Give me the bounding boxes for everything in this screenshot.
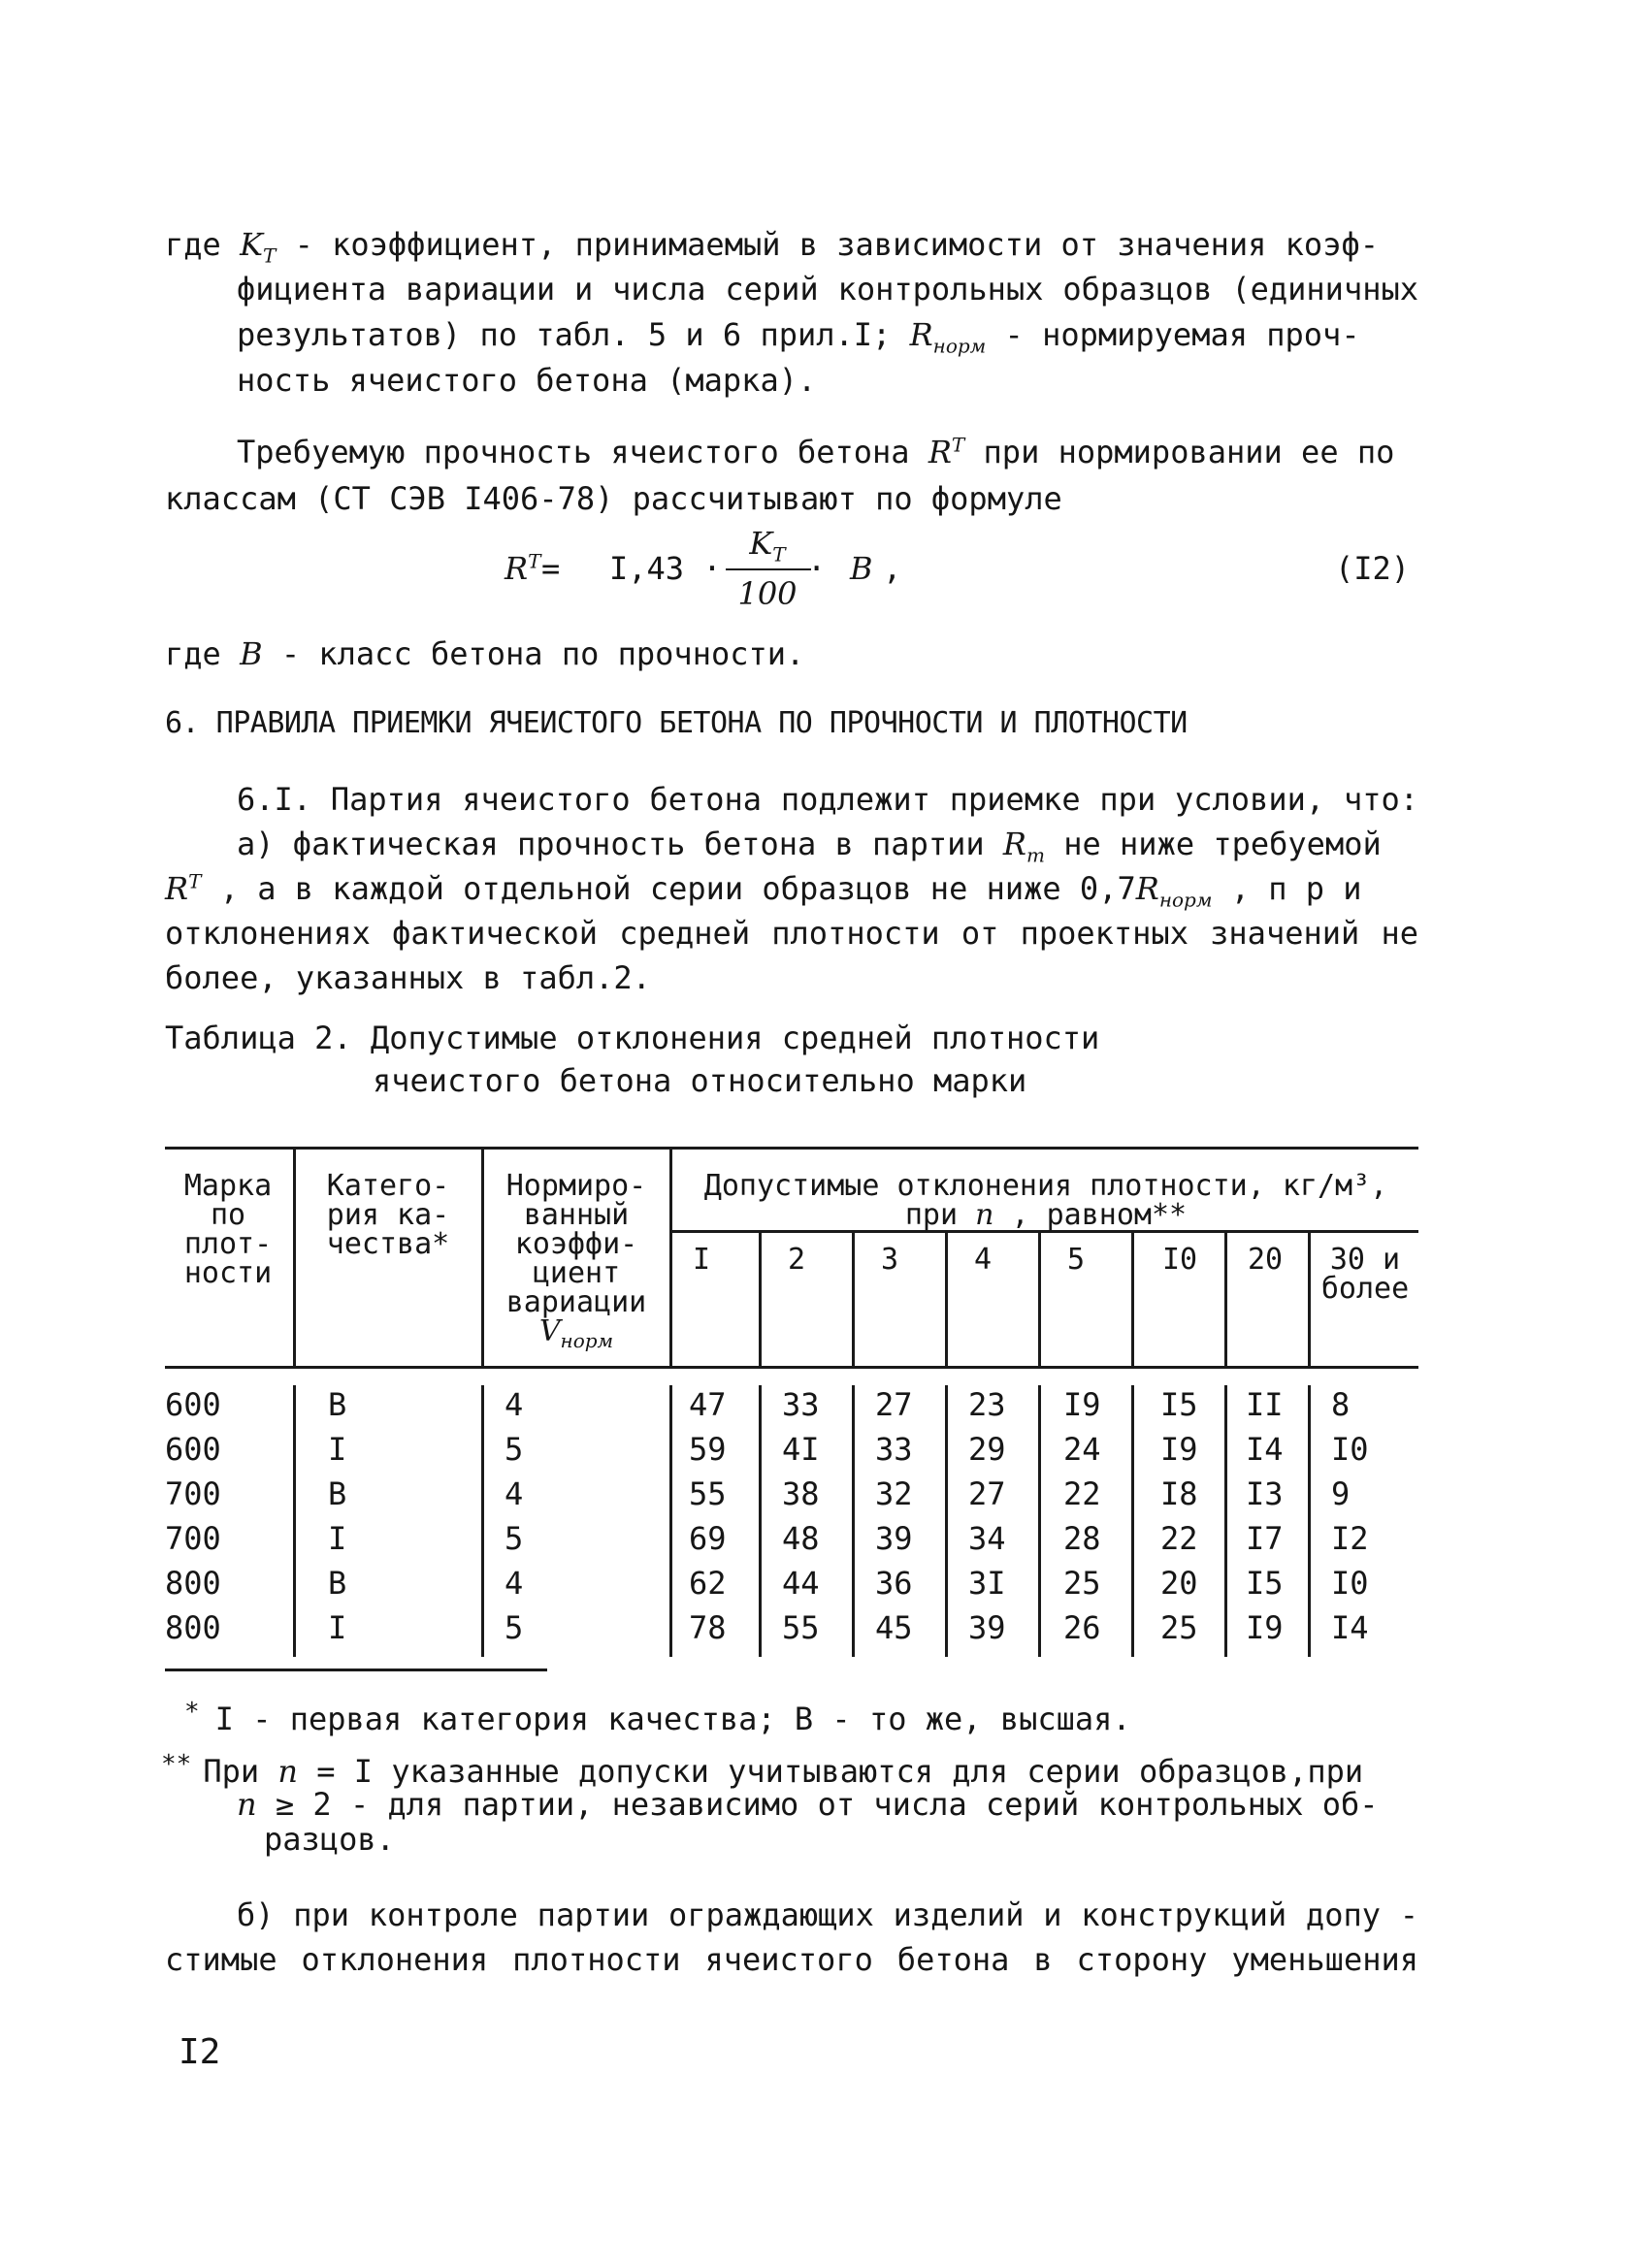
cell-deviation: 45 — [875, 1609, 913, 1646]
cell-mark: 600 — [165, 1386, 221, 1423]
symbol-k-t: $K_T$ — [240, 226, 277, 268]
para3: где B - класс бетона по прочности. — [165, 635, 805, 672]
cell-deviation: II — [1246, 1386, 1284, 1423]
bv-8 — [1131, 1385, 1134, 1657]
hv-5 — [852, 1232, 855, 1368]
header-group-line1: Допустимые отклонения плотности, кг/м³, — [703, 1169, 1388, 1203]
cell-deviation: I9 — [1160, 1431, 1198, 1468]
hv-6 — [945, 1232, 948, 1368]
n-header-5: 5 — [1067, 1243, 1086, 1277]
cell-deviation: 28 — [1063, 1520, 1101, 1557]
cell-deviation: 23 — [968, 1386, 1006, 1423]
symbol-r-norm: $R_{норм}$ — [909, 316, 987, 358]
cell-category: В — [328, 1475, 347, 1512]
hv-4 — [759, 1232, 762, 1368]
hv-7 — [1038, 1232, 1041, 1368]
cell-deviation: 32 — [875, 1475, 913, 1512]
header-category: Катего- рия ка- чества* — [326, 1169, 450, 1261]
symbol-r-m: $R_m$ — [1002, 826, 1045, 867]
bv-7 — [1038, 1385, 1041, 1657]
para4-line5: более, указанных в табл.2. — [165, 959, 651, 996]
cell-deviation: I9 — [1063, 1386, 1101, 1423]
cell-deviation: 25 — [1063, 1565, 1101, 1602]
cell-deviation: I2 — [1331, 1520, 1369, 1557]
header-group-line2: при n , равном** — [904, 1198, 1188, 1232]
cell-mark: 700 — [165, 1475, 221, 1512]
n-header-4: 4 — [974, 1243, 993, 1277]
cell-mark: 800 — [165, 1565, 221, 1602]
cell-deviation: I5 — [1246, 1565, 1284, 1602]
para4-line2: а) фактическая прочность бетона в партии $R_m$ не ниже требуемой — [237, 826, 1382, 867]
para4-line4: отклонениях фактической средней плотности от проектных значений не — [165, 915, 1418, 952]
hv-3 — [669, 1149, 672, 1368]
cell-variation: 4 — [505, 1475, 524, 1512]
cell-deviation: 29 — [968, 1431, 1006, 1468]
formula-lhs: $R^T$ — [505, 549, 541, 587]
bv-5 — [852, 1385, 855, 1657]
cell-category: I — [328, 1431, 347, 1468]
cell-deviation: 47 — [689, 1386, 727, 1423]
n-header-1: I — [693, 1243, 711, 1277]
bv-9 — [1224, 1385, 1227, 1657]
para4-line1: 6.I. Партия ячеистого бетона подлежит приемке при условии, что: — [237, 781, 1418, 818]
cell-deviation: I0 — [1331, 1565, 1369, 1602]
table-bottom-rule — [165, 1669, 547, 1671]
header-variation-coef: Нормиро- ванный коэффи- циент вариации $V_{норм}$ — [485, 1172, 667, 1346]
table-top-rule — [165, 1147, 1418, 1150]
bv-6 — [945, 1385, 948, 1657]
n-header-30-more: 30 и более — [1320, 1243, 1410, 1306]
hv-10 — [1308, 1232, 1311, 1368]
cell-deviation: 8 — [1331, 1386, 1351, 1423]
cell-variation: 5 — [505, 1609, 524, 1646]
cell-deviation: 4I — [782, 1431, 820, 1468]
para5-line1: б) при контроле партии ограждающих изделий и конструкций допу - — [237, 1896, 1418, 1933]
cell-deviation: I0 — [1331, 1431, 1369, 1468]
para5-line2: стимые отклонения плотности ячеистого бетона в сторону уменьшения — [165, 1941, 1418, 1978]
footnote-mark-2: ** — [161, 1750, 192, 1779]
para1-line1: где $K_T$ - коэффициент, принимаемый в зависимости от значения коэф- — [165, 226, 1379, 268]
cell-deviation: 26 — [1063, 1609, 1101, 1646]
formula-numerator: $K_T$ — [749, 525, 786, 567]
n-header-3: 3 — [881, 1243, 899, 1277]
cell-deviation: 22 — [1160, 1520, 1198, 1557]
formula-comma: , — [883, 550, 902, 587]
cell-category: В — [328, 1565, 347, 1602]
cell-mark: 800 — [165, 1609, 221, 1646]
bv-4 — [759, 1385, 762, 1657]
cell-deviation: 9 — [1331, 1475, 1351, 1512]
footnote-1: * I - первая категория качества; В - то же, высшая. — [184, 1698, 1131, 1737]
formula-denominator: 100 — [737, 575, 798, 612]
cell-deviation: 39 — [875, 1520, 913, 1557]
cell-deviation: 36 — [875, 1565, 913, 1602]
formula-mult: · — [807, 550, 827, 587]
formula-number: (I2) — [1335, 550, 1411, 587]
cell-variation: 5 — [505, 1431, 524, 1468]
cell-deviation: 20 — [1160, 1565, 1198, 1602]
cell-deviation: 48 — [782, 1520, 820, 1557]
cell-mark: 600 — [165, 1431, 221, 1468]
formula-eq: = — [541, 550, 561, 587]
cell-deviation: 3I — [968, 1565, 1006, 1602]
cell-deviation: 27 — [968, 1475, 1006, 1512]
cell-category: В — [328, 1386, 347, 1423]
formula-coef: I,43 · — [609, 550, 722, 587]
table-header-rule — [165, 1366, 1418, 1369]
symbol-b: B — [240, 635, 263, 672]
para1-line4: ность ячеистого бетона (марка). — [237, 362, 817, 399]
cell-deviation: I7 — [1246, 1520, 1284, 1557]
header-mark: Марка по плот- ности — [183, 1169, 273, 1290]
cell-deviation: 55 — [689, 1475, 727, 1512]
cell-deviation: 25 — [1160, 1609, 1198, 1646]
symbol-r-t-2: $R^T$ — [165, 869, 202, 907]
hv-2 — [481, 1149, 484, 1368]
cell-variation: 5 — [505, 1520, 524, 1557]
cell-deviation: I5 — [1160, 1386, 1198, 1423]
symbol-r-t: $R^T$ — [928, 433, 965, 470]
cell-mark: 700 — [165, 1520, 221, 1557]
cell-deviation: 38 — [782, 1475, 820, 1512]
hv-8 — [1131, 1232, 1134, 1368]
n-header-20: 20 — [1248, 1243, 1284, 1277]
para1-line3: результатов) по табл. 5 и 6 прил.I; $R_{норм}$ - нормируемая проч- — [237, 316, 1360, 358]
cell-deviation: I3 — [1246, 1475, 1284, 1512]
para4-line3: $R^T$ , а в каждой отдельной серии образцов не ниже $0,7R_{норм}$ , п р и — [165, 869, 1362, 912]
cell-deviation: 55 — [782, 1609, 820, 1646]
section-title: 6. ПРАВИЛА ПРИЕМКИ ЯЧЕИСТОГО БЕТОНА ПО ПРОЧНОСТИ И ПЛОТНОСТИ — [165, 706, 1188, 740]
para1-line2: фициента вариации и числа серий контрольных образцов (единичных — [237, 271, 1418, 308]
bv-10 — [1308, 1385, 1311, 1657]
cell-deviation: 59 — [689, 1431, 727, 1468]
page-number: I2 — [179, 2032, 221, 2072]
n-header-10: I0 — [1162, 1243, 1198, 1277]
cell-deviation: 78 — [689, 1609, 727, 1646]
cell-deviation: I8 — [1160, 1475, 1198, 1512]
cell-deviation: I9 — [1246, 1609, 1284, 1646]
cell-deviation: 69 — [689, 1520, 727, 1557]
bv-1 — [293, 1385, 296, 1657]
footnote-2-line3: разцов. — [264, 1821, 395, 1858]
cell-category: I — [328, 1609, 347, 1646]
cell-deviation: I4 — [1331, 1609, 1369, 1646]
symbol-r-norm-2: $R_{норм}$ — [1135, 870, 1213, 912]
bv-2 — [481, 1385, 484, 1657]
cell-variation: 4 — [505, 1386, 524, 1423]
n-header-2: 2 — [788, 1243, 806, 1277]
symbol-v-norm: $V_{норм}$ — [538, 1314, 614, 1352]
hv-1 — [293, 1149, 296, 1368]
cell-deviation: I4 — [1246, 1431, 1284, 1468]
footnote-mark-1: * — [184, 1698, 200, 1727]
para2-line2: классам (СТ СЭВ I406-78) рассчитывают по формуле — [165, 480, 1062, 517]
cell-deviation: 44 — [782, 1565, 820, 1602]
cell-deviation: 39 — [968, 1609, 1006, 1646]
cell-deviation: 33 — [875, 1431, 913, 1468]
footnote-2-line1: ** При n = I указанные допуски учитываются для серии образцов,при — [161, 1750, 1364, 1790]
para2-line1: Требуемую прочность ячеистого бетона $R^T$ при нормировании ее по — [237, 433, 1395, 470]
table-caption-line1: Таблица 2. Допустимые отклонения средней плотности — [165, 1020, 1100, 1056]
footnote-2-line2: n ≥ 2 - для партии, независимо от числа серий контрольных об- — [237, 1786, 1379, 1823]
cell-deviation: 62 — [689, 1565, 727, 1602]
cell-deviation: 24 — [1063, 1431, 1101, 1468]
bv-3 — [669, 1385, 672, 1657]
cell-category: I — [328, 1520, 347, 1557]
cell-variation: 4 — [505, 1565, 524, 1602]
cell-deviation: 34 — [968, 1520, 1006, 1557]
cell-deviation: 27 — [875, 1386, 913, 1423]
cell-deviation: 33 — [782, 1386, 820, 1423]
cell-deviation: 22 — [1063, 1475, 1101, 1512]
table-caption-line2: ячеистого бетона относительно марки — [373, 1062, 1027, 1099]
formula-var-b: B — [850, 550, 873, 587]
hv-9 — [1224, 1232, 1227, 1368]
